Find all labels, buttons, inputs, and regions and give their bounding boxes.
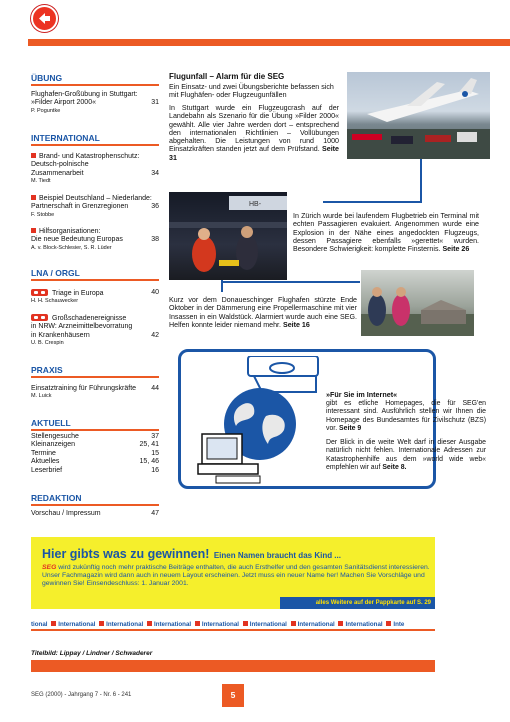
contest-headline: Hier gibts was zu gewinnen! <box>42 547 210 561</box>
entry-page: 40 <box>151 289 159 296</box>
entry-author: U. B. Crespin <box>31 340 64 347</box>
article-text: Der Blick in die weite Welt darf in dieser Ausgabe natürlich nicht fehlen. Internationale Adressen zur Katastrophenhilfe aus dem »world wide web« empfehlen wir auf <box>326 439 486 472</box>
internet-body <box>326 400 486 472</box>
ticker-word: tional <box>31 621 48 628</box>
article-text: In Zürich wurde bei laufendem Flugbetrieb ein Terminal mit echten Passagieren evakuiert. Angenommen wurde eine Explosion in der Nähe eines angedockten Flugzeugs, dessen Passagiere ebenfalls »gerettet« wurden. Besondere Schwierigkeit: komplette Finsternis. <box>293 212 479 254</box>
toc-entry[interactable] <box>31 433 159 441</box>
international-ticker <box>31 619 435 631</box>
page-ref-link[interactable]: Seite 8. <box>382 464 407 472</box>
airplane-photo <box>347 72 490 159</box>
toc-entry[interactable] <box>31 195 159 219</box>
entry-title: »Filder Airport 2000« <box>31 99 96 107</box>
article-body <box>293 212 479 253</box>
red-square-bullet-icon <box>31 195 36 200</box>
toc-entry[interactable] <box>31 467 159 475</box>
ticker-word: International <box>249 621 287 628</box>
article-body <box>169 296 357 329</box>
top-accent-stripe <box>28 39 510 46</box>
toc-entry[interactable] <box>31 441 159 449</box>
page-ref-link[interactable]: Seite 16 <box>282 320 310 329</box>
entry-author: A. v. Block-Schlesier, S. R. Lüder <box>31 244 112 251</box>
ambulance-badge-icon <box>31 314 48 321</box>
toc-entry[interactable] <box>31 289 159 305</box>
entry-title: Beispiel Deutschland – Niederlande: <box>39 195 152 202</box>
article-text: gibt es etliche Homepages, die für SEG'en interessant sind. Ausführlich stellen wir Ihnen die Homepage des Bundesamtes für Zivilschutz (BZS) vor. <box>326 400 486 432</box>
section-head-praxis: PRAXIS <box>31 365 159 378</box>
page-ref-link[interactable]: Seite 26 <box>442 245 470 254</box>
entry-author: M. Tiedt <box>31 178 51 185</box>
red-square-bullet-icon <box>31 153 36 158</box>
entry-title: in NRW: Arzneimittelbevorratung <box>31 323 133 331</box>
red-square-bullet-icon <box>31 228 36 233</box>
entry-title: Stellengesuche <box>31 433 79 440</box>
seg-logo: SEG <box>42 564 57 571</box>
entry-title: Deutsch-polnische <box>31 161 89 169</box>
entry-page: 16 <box>151 466 159 474</box>
entry-page: 15, 46 <box>139 458 159 466</box>
entry-author: F. Stobbe <box>31 211 55 218</box>
ticker-word: International <box>106 621 144 628</box>
entry-page: 44 <box>151 385 159 392</box>
ticker-word: International <box>58 621 96 628</box>
entry-author: P. Poguntke <box>31 107 61 114</box>
section-head-international: INTERNATIONAL <box>31 133 159 146</box>
ticker-word: Inte <box>393 621 405 628</box>
entry-page: 25, 41 <box>139 441 159 449</box>
article-title: Flugunfall – Alarm für die SEG <box>169 72 285 81</box>
article-lead: Ein Einsatz- und zwei Übungsberichte befassen sich mit Flughäfen- oder Flugzeugunfällen <box>169 83 334 100</box>
title-picture-credit: Titelbild: Lippay / Lindner / Schwaderer <box>31 650 153 657</box>
entry-title: Flughafen-Großübung in Stuttgart: <box>31 91 138 98</box>
footer-issue: SEG (2000) - Jahrgang 7 - Nr. 6 - 241 <box>31 692 132 698</box>
entry-title: Zusammenarbeit <box>31 169 84 177</box>
entry-title: Hilfsorganisationen: <box>39 228 101 235</box>
entry-page: 15 <box>151 449 159 457</box>
entry-title: Kleinanzeigen <box>31 441 75 449</box>
entry-title: Brand- und Katastrophenschutz: <box>39 153 140 160</box>
entry-title: Termine <box>31 449 56 457</box>
internet-title: »Für Sie im Internet« <box>326 390 398 399</box>
toc-entry[interactable] <box>31 228 159 252</box>
entry-title: Großschadenereignisse <box>52 315 127 322</box>
computer-globe-icon <box>196 356 328 486</box>
contest-hint[interactable]: alles Weitere auf der Pappkarte auf S. 29 <box>280 597 435 609</box>
entry-title: Die neue Bedeutung Europas <box>31 236 123 244</box>
night-rescue-photo <box>169 192 287 280</box>
ticker-word: International <box>297 621 335 628</box>
entry-page: 38 <box>151 236 159 244</box>
section-head-aktuell: AKTUELL <box>31 418 159 431</box>
svg-text:HB-: HB- <box>249 201 262 208</box>
back-button[interactable] <box>31 5 58 32</box>
entry-page: 34 <box>151 169 159 177</box>
entry-title: Einsatztraining für Führungskräfte <box>31 385 137 392</box>
article-body <box>169 104 339 162</box>
left-arrow-circle-icon <box>37 11 52 26</box>
page-number: 5 <box>222 684 244 707</box>
ambulance-badge-icon <box>31 289 48 296</box>
entry-page: 31 <box>151 99 159 107</box>
page-ref-link[interactable]: Seite 31 <box>169 145 339 162</box>
ticker-word: International <box>153 621 192 628</box>
toc-entry[interactable] <box>31 450 159 458</box>
connector-line <box>221 281 360 283</box>
article-text: In Stuttgart wurde ein Flugzeugcrash auf der Landebahn als Szenario für die Übung »Filder 2000« gewählt. Alle vier Jahre werden dort – entsprechend den internationalen Richtlinien – Vollübungen abgehalten. Die Leistungen von rund 1000 Einsatzkräften standen jetzt auf dem Prüfstand. <box>169 104 339 154</box>
top-bar <box>0 0 510 45</box>
entry-title: Leserbrief <box>31 466 63 474</box>
toc-entry[interactable] <box>31 385 159 400</box>
page-ref-link[interactable]: Seite 9 <box>339 424 362 432</box>
contest-subhead: Einen Namen braucht das Kind ... <box>213 551 341 560</box>
connector-line <box>323 201 422 203</box>
entry-title: Aktuelles <box>31 458 60 466</box>
ticker-word: International <box>345 621 383 628</box>
entry-page: 42 <box>151 331 159 339</box>
section-head-redaktion: REDAKTION <box>31 493 159 506</box>
entry-title: Partnerschaft in Grenzregionen <box>31 203 129 211</box>
ticker-word: International <box>201 621 239 628</box>
entry-page: 36 <box>151 203 159 211</box>
entry-page: 47 <box>151 510 159 517</box>
entry-title: in Krankenhäusern <box>31 331 90 339</box>
toc-entry[interactable] <box>31 458 159 466</box>
toc-entry[interactable] <box>31 510 159 518</box>
forest-crash-photo <box>361 270 474 336</box>
entry-author: H. H. Schauwecker <box>31 298 79 305</box>
entry-page: 37 <box>151 433 159 440</box>
article-text: Kurz vor dem Donaueschinger Flughafen stürzte Ende Oktober in der Dämmerung eine Propellermaschine mit vier Insassen in ein Waldstück. Alarmiert wurde auch eine SEG. Helfen konnte leider niemand mehr. <box>169 296 357 329</box>
entry-title: Vorschau / Impressum <box>31 510 101 517</box>
entry-title: Triage in Europa <box>52 290 104 297</box>
contest-text: wird zukünftig noch mehr praktische Beiträge enthalten, die auch Ersthelfer und den gesamten Sanitätsdienst interessieren. Unser Fachmagazin wird dann auch in neuem Layout erscheinen. Jetzt muss ein neuer Name her! Machen Sie Vorschläge und gewinnen Sie! Einsendeschluss: 1. Januar 2001. <box>42 564 430 587</box>
toc-entry[interactable] <box>31 314 159 347</box>
toc-entry[interactable] <box>31 153 159 185</box>
entry-author: M. Luick <box>31 393 52 400</box>
footer-bar <box>31 660 435 672</box>
section-head-lna: LNA / ORGL <box>31 268 159 281</box>
contest-text-block <box>42 564 432 588</box>
connector-line <box>420 159 422 203</box>
toc-list-aktuell <box>31 433 159 475</box>
section-head-uebung: ÜBUNG <box>31 73 159 86</box>
toc-entry[interactable] <box>31 91 159 115</box>
